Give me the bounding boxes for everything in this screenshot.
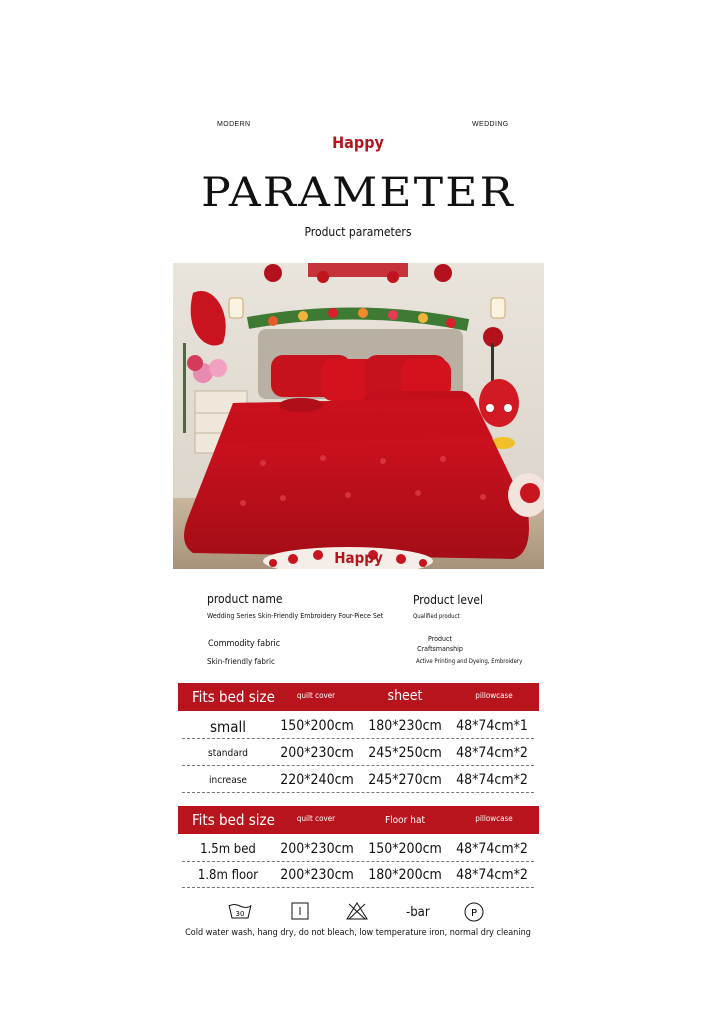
row-label: standard: [208, 748, 248, 759]
table-row: [182, 712, 534, 739]
fabric-label: Commodity fabric: [208, 639, 281, 649]
care-instructions: Cold water wash, hang dry, do not bleach, low temperature iron, normal dry cleaning: [185, 928, 531, 938]
pillowcase-size: 48*74cm*1: [456, 718, 528, 734]
row-label: 1.8m floor: [197, 868, 259, 883]
header-quilt-cover: quilt cover: [296, 691, 336, 700]
craft-value: Active Printing and Dyeing, Embroidery: [416, 658, 523, 665]
product-photo: [173, 263, 544, 569]
photo-overlay-text: Happy: [334, 549, 383, 567]
craft-label-line1: Product: [428, 635, 452, 643]
hang-dry-icon: [290, 902, 310, 920]
header-pillowcase: pillowcase: [475, 814, 513, 823]
dry-clean-icon: [464, 902, 484, 920]
pillowcase-size: 48*74cm*2: [456, 841, 528, 857]
dry-clean-letter: P: [470, 908, 478, 919]
product-level-label: Product level: [413, 593, 484, 607]
bedroom-illustration: [173, 263, 544, 569]
sheet-size: 180*230cm: [368, 718, 442, 734]
quilt-cover-size: 150*200cm: [280, 718, 354, 734]
floor-hat-size: 180*200cm: [368, 867, 442, 883]
header-fits-bed-size: Fits bed size: [192, 688, 275, 706]
page-subtitle: Product parameters: [304, 225, 412, 239]
quilt-cover-size: 220*240cm: [280, 772, 354, 788]
row-label: 1.5m bed: [200, 842, 256, 857]
header-pillowcase: pillowcase: [475, 691, 513, 700]
pillowcase-size: 48*74cm*2: [456, 745, 528, 761]
no-bleach-icon: [346, 902, 368, 920]
header-fits-bed-size: Fits bed size: [192, 811, 275, 829]
table-row: [182, 739, 534, 766]
tag-modern: MODERN: [217, 121, 251, 128]
sheet-size: 245*250cm: [368, 745, 442, 761]
floor-hat-size: 150*200cm: [368, 841, 442, 857]
row-label: small: [210, 718, 246, 736]
craft-label-line2: Craftsmanship: [417, 645, 463, 653]
pillowcase-size: 48*74cm*2: [456, 867, 528, 883]
happy-script: Happy: [332, 133, 384, 152]
pillowcase-size: 48*74cm*2: [456, 772, 528, 788]
header-floor-hat: Floor hat: [385, 815, 425, 826]
size-table-header: [178, 806, 539, 834]
quilt-cover-size: 200*230cm: [280, 745, 354, 761]
sheet-size: 245*270cm: [368, 772, 442, 788]
table-row: [182, 766, 534, 793]
wash-temp-text: 30: [235, 910, 245, 918]
size-table-header: [178, 683, 539, 711]
quilt-cover-size: 200*230cm: [280, 867, 354, 883]
page-title: PARAMETER: [201, 170, 515, 216]
table-row: [182, 861, 534, 888]
header-sheet: sheet: [387, 688, 423, 704]
quilt-cover-size: 200*230cm: [280, 841, 354, 857]
fabric-value: Skin-friendly fabric: [207, 657, 275, 666]
table-row: [182, 835, 534, 862]
iron-bar-text: -bar: [406, 905, 430, 920]
row-label: increase: [209, 775, 247, 786]
product-name-label: product name: [207, 592, 283, 606]
product-level-value: Qualified product: [413, 613, 460, 620]
header-quilt-cover: quilt cover: [296, 814, 336, 823]
wash-30-icon: [228, 902, 252, 920]
product-name-value: Wedding Series Skin-Friendly Embroidery Four-Piece Set: [207, 612, 384, 620]
tag-wedding: WEDDING: [472, 121, 509, 128]
